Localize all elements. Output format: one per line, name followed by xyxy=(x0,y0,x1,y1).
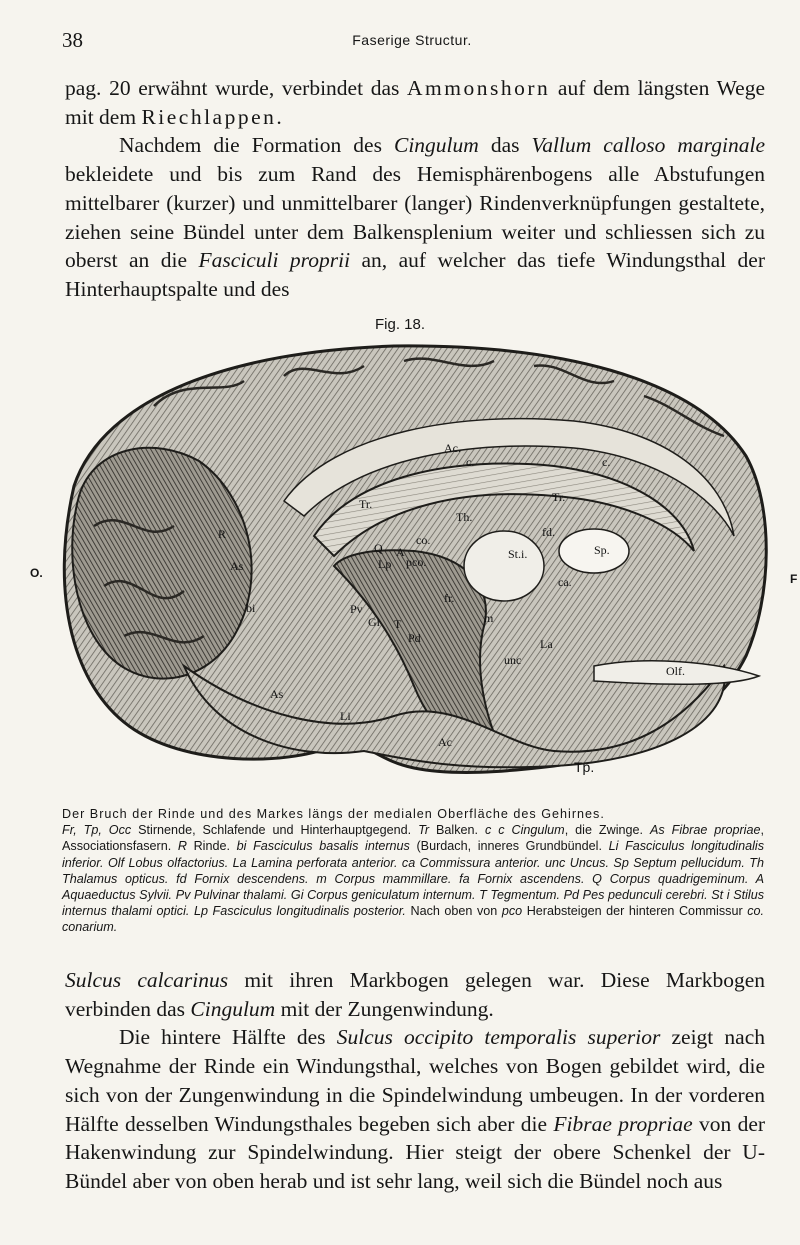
paragraph-2: Nachdem die Formation des Cingulum das Vallum calloso marginale bekleidete und bis zum Rand des Hemisphärenbogens alle Abstufungen mittelbarer (kurzer) und unmittelbarer (langer) Rindenverknüpfungen gestaltete, ziehen seine Bündel unter dem Balkensplenium weiter und schliessen sich zu oberst an die Fasciculi proprii an, auf welcher das tiefe Windungsthal der Hinterhauptspalte und des xyxy=(65,133,766,301)
fig-label-0: Ac. xyxy=(444,441,461,455)
fig-label-26: Olf. xyxy=(666,664,685,678)
paragraph-1: pag. 20 erwähnt wurde, verbindet das Ammonshorn auf dem längsten Wege mit dem Riechlappen. xyxy=(65,76,765,129)
fig-label-13: Sp. xyxy=(594,543,610,557)
page-number: 38 xyxy=(62,28,83,52)
figure-mark-left: O. xyxy=(30,566,43,580)
brain-illustration xyxy=(34,336,774,796)
running-title: Faserige Structur. xyxy=(352,32,472,48)
fig-label-4: Tr. xyxy=(552,490,566,504)
fig-label-27: Li xyxy=(340,709,351,723)
fig-label-18: unc xyxy=(504,653,522,667)
fig-label-6: co. xyxy=(416,533,431,547)
fig-label-23: Gi xyxy=(368,615,380,629)
text-block-top xyxy=(65,74,765,304)
fig-label-17: La xyxy=(540,637,553,651)
brain-engraving xyxy=(34,336,774,796)
fig-label-8: A xyxy=(396,545,405,559)
fig-label-1: c. xyxy=(466,455,475,469)
fig-label-25: Pd xyxy=(408,631,421,645)
fig-label-12: fd. xyxy=(542,525,555,539)
paragraph-3: Sulcus calcarinus mit ihren Markbogen gelegen war. Diese Markbogen verbinden das Cingulum mit der Zungenwindung. xyxy=(65,968,765,1021)
page-header xyxy=(62,28,762,54)
figure-label: Fig. 18. xyxy=(374,316,426,333)
fig-label-5: Th. xyxy=(456,510,473,524)
term-riechlappen: Riechlappen xyxy=(141,104,277,129)
term-fasciculi: Fasciculi proprii xyxy=(198,248,351,273)
fig-label-2: c. xyxy=(602,455,611,469)
fig-label-7: Q xyxy=(374,541,383,555)
caption-title: Der Bruch der Rinde und des Markes längs der medialen Oberfläche des Gehirnes. xyxy=(62,807,605,821)
term-sulcus-calcarinus: Sulcus calcarinus xyxy=(65,968,229,992)
fig-label-29: Ac xyxy=(438,735,452,749)
figure-mark-right: F xyxy=(790,572,798,586)
text-block-bottom xyxy=(65,966,765,1196)
fig-label-30: Tp. xyxy=(574,759,595,775)
fig-label-15: fr. xyxy=(444,591,455,605)
caption-body: Fr, Tp, Occ Stirnende, Schlafende und Hinterhauptgegend. Tr Balken. c c Cingulum, die Zwinge. As Fibrae propriae, Associationsfasern. R Rinde. bi Fasciculus basalis internus (Burdach, inneres Grundbündel. Li Fasciculus longitudinalis inferior. Olf Lobus olfactorius. La Lamina perforata anterior. ca Commissura anterior. unc Uncus. Sp Septum pellucidum. Th Thalamus opticus. fd Fornix descendens. m Corpus mammillare. fa Fornix ascendens. Q Corpus quadrigeminum. A Aquaeductus Sylvii. Pv Pulvinar thalami. Gi Corpus geniculatum internum. T Tegmentum. Pd Pes pedunculi cerebri. St i Stilus internus thalami optici. Lp Fasciculus longitudinalis posterior. Nach oben von pco Herabsteigen der hinteren Commissur co. conarium. xyxy=(62,823,765,935)
fig-label-21: bi xyxy=(246,601,256,615)
fig-label-19: R xyxy=(218,527,227,541)
paragraph-4: Die hintere Hälfte des Sulcus occipito temporalis superior zeigt nach Wegnahme der Rinde ein Windungsthal, welches von Bogen gebildet wird, die sich von der Zungenwindung in die Spindelwindung umbeugen. In der vorderen Hälfte desselben Windungsthales begeben sich aber die Fibrae propriae von der Hakenwindung zur Spindelwindung. Hier steigt der obere Schenkel der U-Bündel aber von oben herab und ist sehr lang, weil sich die Bündel noch aus xyxy=(65,1025,766,1193)
fig-label-28: As xyxy=(270,687,284,701)
fig-label-24: T xyxy=(394,617,402,631)
term-vallum: Vallum calloso marginale xyxy=(531,133,765,158)
fig-label-9: Lp xyxy=(378,557,392,571)
fig-label-14: ca. xyxy=(558,575,572,589)
fig-label-3: Tr. xyxy=(359,497,373,511)
fig-label-22: Pv xyxy=(350,602,363,616)
fig-label-20: As xyxy=(230,559,244,573)
fig-label-11: St.i. xyxy=(508,547,528,561)
fig-label-16: m xyxy=(484,611,494,625)
figure-caption xyxy=(62,806,764,936)
term-cingulum: Cingulum xyxy=(393,133,479,158)
term-ammonshorn: Ammonshorn xyxy=(407,76,551,100)
thalamus xyxy=(464,531,544,601)
fig-label-10: pco. xyxy=(406,555,427,569)
